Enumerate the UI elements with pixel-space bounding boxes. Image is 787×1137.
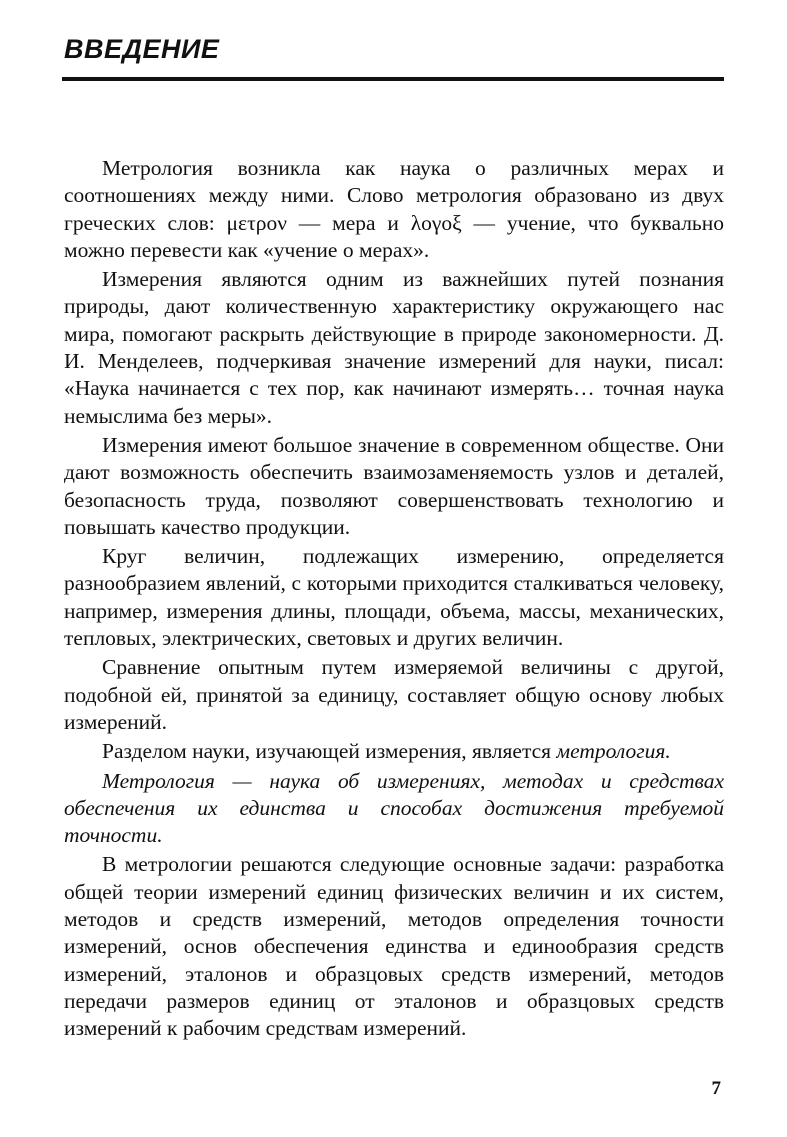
- paragraph: Метрология возникла как наука о различных мерах и соотношениях между ними. Слово метрология образовано из двух греческих слов: μετρον — мера и λογοξ — учение, что буквально можно перевести как «учение о мерах».: [64, 156, 724, 262]
- page-number: 7: [711, 1078, 721, 1099]
- paragraph-text: Разделом науки, изучающей измерения, является: [102, 739, 557, 764]
- definition-paragraph: Метрология — наука об измерениях, методах и средствах обеспечения их единства и способах достижения требуемой точности.: [64, 768, 724, 848]
- paragraph: Сравнение опытным путем измеряемой величины с другой, подобной ей, принятой за единицу, составляет общую основу любых измерений.: [64, 655, 724, 734]
- paragraph: Круг величин, подлежащих измерению, определяется разнообразием явлений, с которыми приходится сталкиваться человеку, например, измерения длины, площади, объема, массы, механических, тепловых, электрических, световых и других величин.: [64, 544, 724, 651]
- paragraph: Измерения имеют большое значение в современном обществе. Они дают возможность обеспечить взаимозаменяемость узлов и деталей, безопасность труда, позволяют совершенствовать технологию и повышать качество продукции.: [64, 432, 724, 539]
- paragraph: [64, 738, 724, 765]
- chapter-title: ВВЕДЕНИЕ: [64, 34, 220, 64]
- paragraph: В метрологии решаются следующие основные задачи: разработка общей теории измерений единиц физических величин и их систем, методов и средств измерений, методов определения точности измерений, основ обеспечения единства и единообразия средств измерений, эталонов и образцовых средств измерений, методов передачи размеров единиц от эталонов и образцовых средств измерений к рабочим средствам измерений.: [64, 852, 724, 1041]
- body-text: [64, 155, 724, 1045]
- header-divider: [62, 77, 724, 81]
- emphasized-term: метрология.: [556, 739, 671, 764]
- paragraph: Измерения являются одним из важнейших путей познания природы, дают количественную характеристику окружающего нас мира, помогают раскрыть действующие в природе закономерности. Д. И. Менделеев, подчеркивая значение измерений для науки, писал: «Наука начинается с тех пор, как начинают измерять… точная наука немыслима без меры».: [64, 267, 724, 428]
